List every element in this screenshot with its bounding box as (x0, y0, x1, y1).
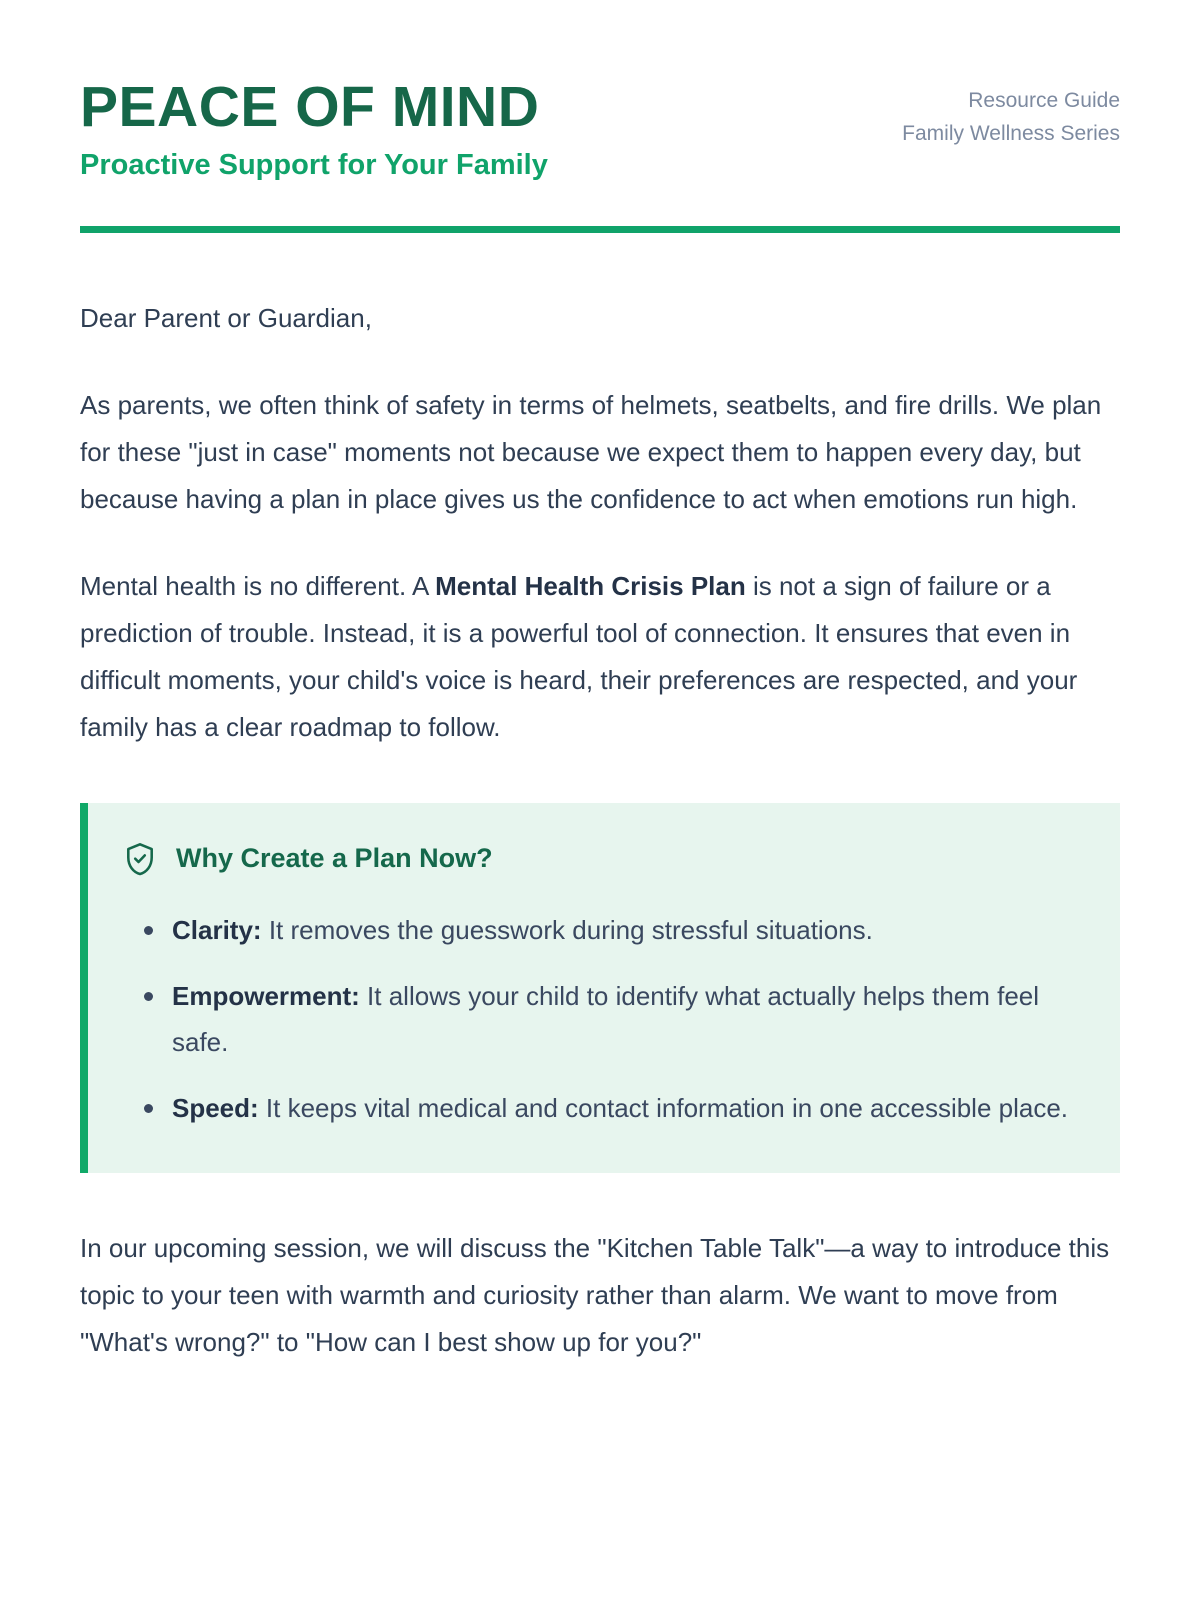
paragraph-crisis-plan (80, 563, 1120, 751)
page-subtitle: Proactive Support for Your Family (80, 148, 548, 181)
callout-header (122, 839, 1080, 879)
salutation: Dear Parent or Guardian, (80, 302, 372, 333)
callout-box (80, 803, 1120, 1173)
shield-check-icon (122, 839, 158, 879)
meta-line-series: Family Wellness Series (902, 122, 1120, 145)
paragraph-text: Mental health is no different. A (80, 570, 436, 601)
bullet-term: Empowerment: (172, 980, 360, 1011)
header-meta (902, 76, 1120, 150)
bullet-term: Speed: (172, 1092, 259, 1123)
callout-title: Why Create a Plan Now? (176, 843, 493, 874)
header-title-block (80, 76, 548, 182)
header-divider (80, 226, 1120, 233)
bold-phrase-crisis-plan: Mental Health Crisis Plan (435, 570, 746, 601)
bullet-text: It keeps vital medical and contact information in one accessible place. (265, 1092, 1069, 1123)
meta-line-resource-guide: Resource Guide (968, 89, 1120, 112)
callout-list (122, 907, 1080, 1131)
list-item-clarity (172, 907, 1080, 953)
page-title: PEACE OF MIND (80, 75, 540, 139)
document-header (80, 76, 1120, 182)
paragraph-text: is not a sign of failure or a prediction of trouble. Instead, it is a powerful tool of connection. It ensures that even in difficult moments, your child's voice is heard, their preferences are respected, and your family has a clear roadmap to follow. (80, 570, 1078, 742)
list-item-empowerment (172, 973, 1080, 1065)
bullet-text: It allows your child to identify what actually helps them feel safe. (172, 980, 1040, 1057)
paragraph-safety: As parents, we often think of safety in terms of helmets, seatbelts, and fire drills. We plan for these "just in case" moments not because we expect them to happen every day, but because having a plan in place gives us the confidence to act when emotions run high. (80, 389, 1102, 514)
bullet-term: Clarity: (172, 914, 262, 945)
bullet-text: It removes the guesswork during stressful situations. (268, 914, 873, 945)
list-item-speed (172, 1085, 1080, 1131)
paragraph-closing: In our upcoming session, we will discuss the "Kitchen Table Talk"—a way to introduce this topic to your teen with warmth and curiosity rather than alarm. We want to move from "What's wrong?" to "How can I best show up for you?" (80, 1232, 1110, 1357)
